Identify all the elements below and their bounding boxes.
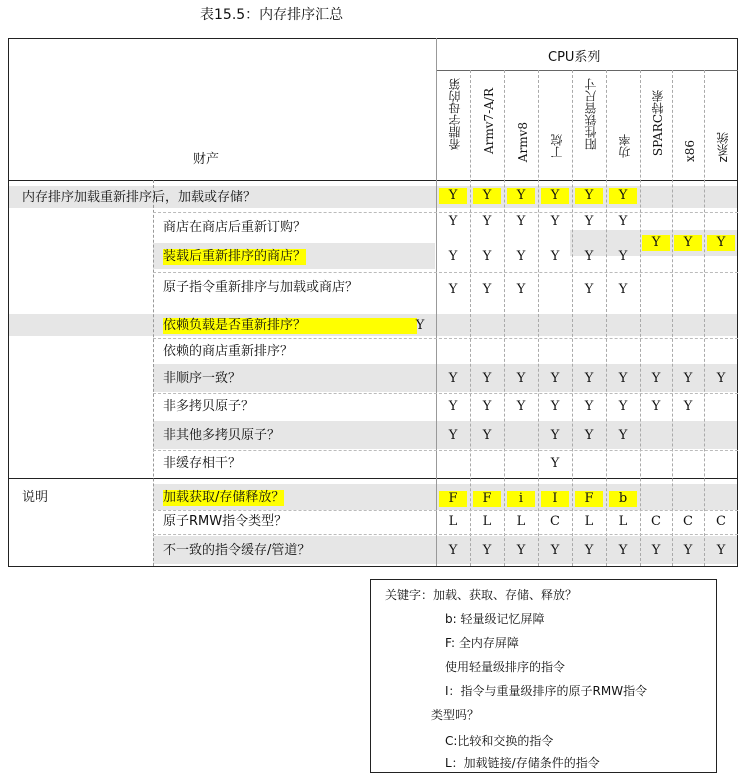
- table-cell: Y: [448, 399, 458, 414]
- table-cell: Y: [448, 214, 458, 229]
- table-cell: Y: [482, 428, 492, 443]
- table-cell: Y: [550, 543, 560, 558]
- table-cell: F: [439, 491, 467, 507]
- table-title: 表15.5：内存排序汇总: [200, 7, 344, 23]
- table-cell: L: [618, 514, 628, 529]
- table-cell: L: [584, 514, 594, 529]
- table-cell: Y: [716, 371, 726, 386]
- table-cell: Y: [584, 214, 594, 229]
- table-cell: Y: [584, 399, 594, 414]
- table-cell: Y: [716, 543, 726, 558]
- row-label: 加载获取/存储释放？: [163, 490, 285, 505]
- row-label: 原子指令重新排序与加载或商店？: [163, 280, 359, 295]
- column-header: x86: [683, 140, 697, 163]
- table-cell: Y: [448, 371, 458, 386]
- column-header: Armv8: [516, 122, 530, 163]
- table-cell: Y: [584, 428, 594, 443]
- table-cell: F: [473, 491, 501, 507]
- table-cell: Y: [609, 188, 637, 204]
- row-label: 依赖负载是否重新排序？: [163, 318, 417, 334]
- table-cell: Y: [516, 543, 526, 558]
- table-cell: Y: [683, 371, 693, 386]
- table-cell: Y: [575, 188, 603, 204]
- table-cell: Y: [516, 249, 526, 264]
- legend-box: [370, 579, 717, 773]
- row-label: 依赖的商店重新排序？: [163, 344, 294, 359]
- table-cell: Y: [482, 282, 492, 297]
- legend-line: 类型吗？: [431, 708, 480, 722]
- table-cell: Y: [618, 249, 628, 264]
- table-cell: Y: [550, 249, 560, 264]
- table-cell: Y: [415, 318, 425, 333]
- table-cell: Y: [482, 249, 492, 264]
- property-header: 财产: [193, 152, 220, 167]
- table-cell: L: [448, 514, 458, 529]
- column-header: 希腊字母的第: [448, 78, 462, 150]
- memory-ordering-table: [8, 38, 738, 568]
- table-cell: C: [716, 514, 726, 529]
- row-label: 商店在商店后重新订购？: [163, 220, 307, 235]
- table-cell: Y: [482, 543, 492, 558]
- table-cell: Y: [439, 188, 467, 204]
- table-cell: Y: [618, 282, 628, 297]
- section-label-notes: 说明: [22, 490, 49, 505]
- table-cell: Y: [482, 399, 492, 414]
- table-cell: Y: [618, 543, 628, 558]
- row-label: 不一致的指令缓存/管道？: [163, 543, 311, 558]
- table-cell: Y: [550, 371, 560, 386]
- table-cell: Y: [618, 371, 628, 386]
- table-cell: Y: [584, 249, 594, 264]
- row-label: 原子RMW指令类型？: [163, 514, 288, 529]
- table-cell: Y: [651, 543, 661, 558]
- table-cell: Y: [516, 282, 526, 297]
- table-cell: Y: [618, 214, 628, 229]
- column-header: Armv7-A/R: [482, 88, 496, 154]
- table-cell: Y: [651, 371, 661, 386]
- row-label: 非多拷贝原子？: [163, 399, 255, 414]
- row-label: 内存排序加载重新排序后，加载或存储？: [22, 190, 257, 205]
- table-cell: Y: [642, 235, 670, 251]
- table-cell: Y: [473, 188, 501, 204]
- table-cell: Y: [584, 543, 594, 558]
- legend-line: C:比较和交换的指令: [445, 734, 554, 748]
- table-cell: Y: [683, 399, 693, 414]
- table-cell: Y: [448, 428, 458, 443]
- table-cell: Y: [707, 235, 735, 251]
- table-cell: C: [550, 514, 560, 529]
- table-cell: L: [516, 514, 526, 529]
- row-label: 非其他多拷贝原子？: [163, 428, 281, 443]
- table-cell: Y: [618, 428, 628, 443]
- column-header: 丁烷: [550, 134, 564, 158]
- column-header: z系统: [716, 132, 730, 163]
- row-label: 非顺序一致？: [163, 371, 242, 386]
- table-cell: Y: [448, 543, 458, 558]
- legend-line: b: 轻量级记忆屏障: [445, 612, 545, 626]
- table-cell: i: [507, 491, 535, 507]
- column-header: SPARC特索: [651, 90, 665, 157]
- table-cell: Y: [550, 399, 560, 414]
- table-cell: Y: [516, 399, 526, 414]
- table-cell: Y: [482, 371, 492, 386]
- table-cell: Y: [550, 428, 560, 443]
- table-cell: Y: [482, 214, 492, 229]
- table-cell: F: [575, 491, 603, 507]
- table-cell: Y: [516, 214, 526, 229]
- legend-line: L：加载链接/存储条件的指令: [445, 756, 600, 770]
- legend-line: I：指令与重量级排序的原子RMW指令: [445, 684, 648, 698]
- table-cell: Y: [516, 371, 526, 386]
- legend-line: 关键字：加载、获取、存储、释放？: [385, 588, 578, 602]
- table-cell: Y: [507, 188, 535, 204]
- table-cell: Y: [550, 456, 560, 471]
- legend-line: 使用轻量级排序的指令: [445, 660, 566, 674]
- column-header: 阳性铁管尺寸: [584, 78, 598, 150]
- legend-line: F: 全内存屏障: [445, 636, 519, 650]
- cpu-family-header: CPU系列: [548, 50, 601, 65]
- table-cell: b: [609, 491, 637, 507]
- row-label: 非缓存相干？: [163, 456, 242, 471]
- column-header: 功率: [618, 134, 632, 158]
- table-cell: Y: [618, 399, 628, 414]
- table-cell: Y: [448, 249, 458, 264]
- table-cell: Y: [550, 214, 560, 229]
- table-cell: Y: [674, 235, 702, 251]
- table-cell: Y: [651, 399, 661, 414]
- table-cell: L: [482, 514, 492, 529]
- table-cell: Y: [584, 282, 594, 297]
- table-cell: C: [651, 514, 661, 529]
- table-cell: Y: [584, 371, 594, 386]
- row-label: 装载后重新排序的商店？: [163, 249, 307, 264]
- table-cell: C: [683, 514, 693, 529]
- table-cell: Y: [541, 188, 569, 204]
- table-cell: I: [541, 491, 569, 507]
- table-cell: Y: [448, 282, 458, 297]
- table-cell: Y: [683, 543, 693, 558]
